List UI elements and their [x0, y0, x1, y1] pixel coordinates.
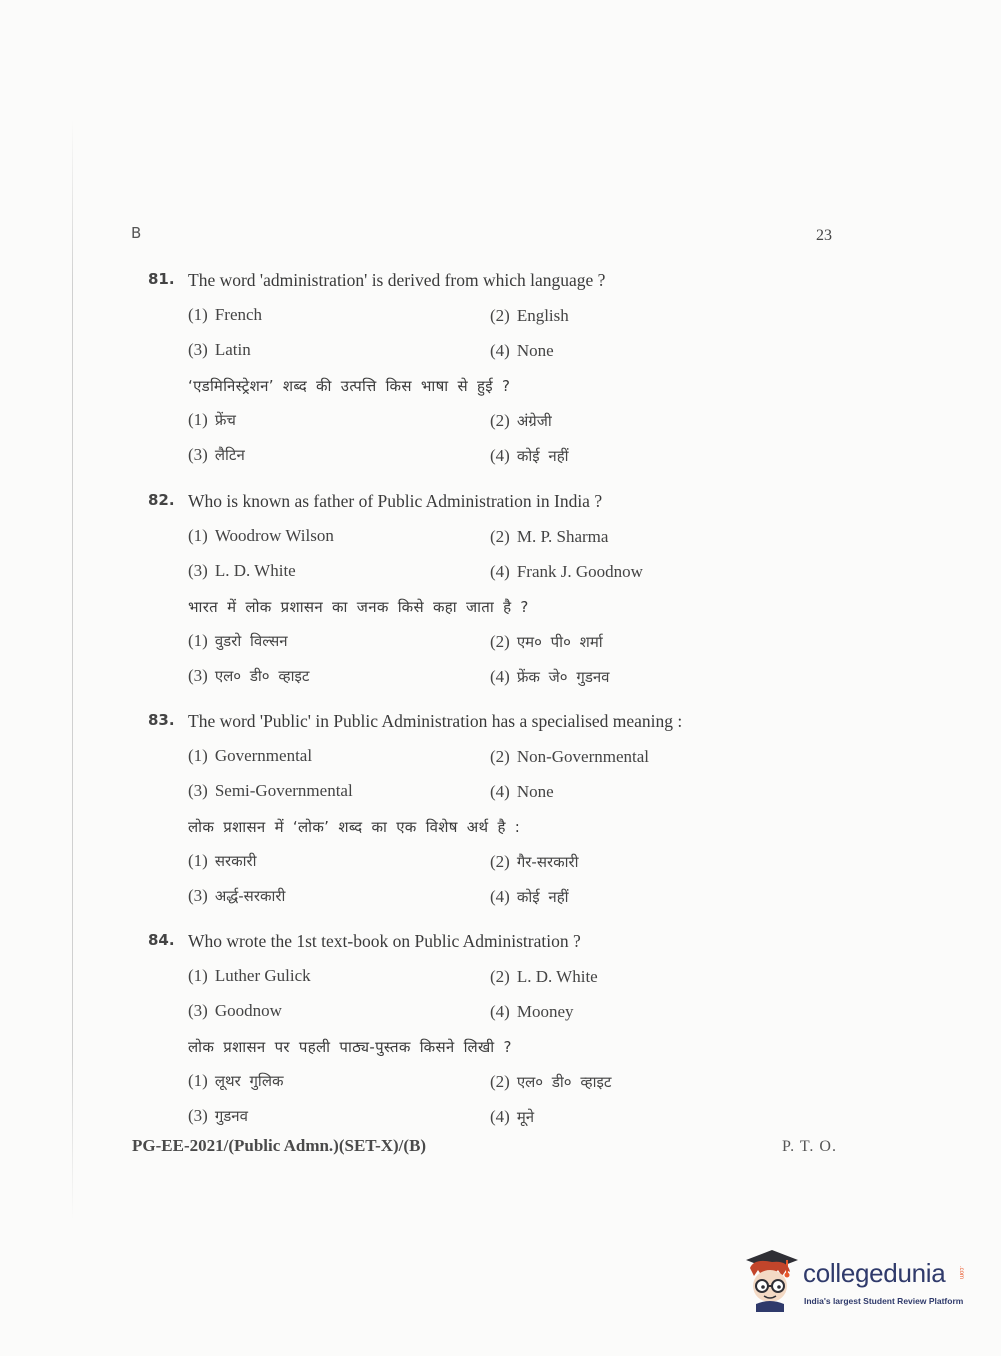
- option-en-1: (1) Luther Gulick: [188, 966, 311, 985]
- question-text-en: Who is known as father of Public Administration in India ?: [188, 491, 603, 511]
- option-hi-1: (1) सरकारी: [188, 851, 257, 870]
- option-en-4: (4) None: [490, 341, 554, 360]
- option-en-3: (3) Goodnow: [188, 1001, 282, 1020]
- option-hi-3: (3) अर्द्ध-सरकारी: [188, 886, 286, 905]
- option-hi-4: (4) मूने: [490, 1107, 535, 1126]
- brand-name: collegedunia: [803, 1258, 946, 1288]
- question-number: 84.: [148, 931, 175, 949]
- brand-tagline: India's largest Student Review Platform: [804, 1296, 964, 1306]
- option-en-3: (3) L. D. White: [188, 561, 296, 580]
- option-hi-1: (1) वुडरो विल्सन: [188, 631, 288, 650]
- question-text-en: The word 'Public' in Public Administration has a specialised meaning :: [188, 711, 683, 731]
- option-hi-2: (2) एम० पी० शर्मा: [490, 632, 603, 651]
- question-text-hi: लोक प्रशासन पर पहली पाठ्य-पुस्तक किसने लिखी ?: [188, 1038, 512, 1056]
- question-text-hi: भारत में लोक प्रशासन का जनक किसे कहा जाता है ?: [188, 598, 529, 616]
- question-text-hi: लोक प्रशासन में ‘लोक’ शब्द का एक विशेष अर्थ है :: [188, 818, 521, 836]
- collegedunia-watermark[interactable]: [742, 1248, 972, 1318]
- option-hi-3: (3) गुडनव: [188, 1106, 248, 1125]
- option-hi-4: (4) फ्रेंक जे० गुडनव: [490, 667, 610, 686]
- option-hi-4: (4) कोई नहीं: [490, 887, 569, 906]
- option-hi-2: (2) गैर-सरकारी: [490, 852, 579, 871]
- option-en-4: (4) None: [490, 782, 554, 801]
- option-hi-3: (3) एल० डी० व्हाइट: [188, 666, 310, 685]
- option-en-4: (4) Mooney: [490, 1002, 574, 1021]
- option-hi-1: (1) फ्रेंच: [188, 410, 236, 429]
- option-en-2: (2) Non-Governmental: [490, 747, 650, 766]
- option-en-2: (2) L. D. White: [490, 967, 598, 986]
- set-code: B: [131, 224, 142, 242]
- question-number: 82.: [148, 491, 175, 509]
- option-en-3: (3) Semi-Governmental: [188, 781, 353, 800]
- option-en-1: (1) Governmental: [188, 746, 313, 765]
- option-hi-1: (1) लूथर गुलिक: [188, 1071, 284, 1090]
- page-margin-line: [72, 120, 73, 1220]
- option-hi-3: (3) लैटिन: [188, 445, 245, 464]
- option-hi-4: (4) कोई नहीं: [490, 446, 569, 465]
- option-en-2: (2) M. P. Sharma: [490, 527, 609, 546]
- question-text-en: The word 'administration' is derived from which language ?: [188, 270, 606, 290]
- option-en-1: (1) French: [188, 305, 263, 324]
- paper-code: PG-EE-2021/(Public Admn.)(SET-X)/(B): [132, 1136, 427, 1155]
- option-en-4: (4) Frank J. Goodnow: [490, 562, 643, 581]
- brand-suffix: .com: [958, 1266, 964, 1280]
- question-number: 81.: [148, 270, 175, 288]
- page-number: 23: [816, 227, 832, 244]
- pto-label: P. T. O.: [782, 1138, 837, 1155]
- option-hi-2: (2) एल० डी० व्हाइट: [490, 1072, 612, 1091]
- student-mascot-icon: [742, 1248, 800, 1312]
- question-number: 83.: [148, 711, 175, 729]
- question-text-hi: ‘एडमिनिस्ट्रेशन’ शब्द की उत्पत्ति किस भाषा से हुई ?: [188, 377, 511, 395]
- option-hi-2: (2) अंग्रेजी: [490, 411, 552, 430]
- option-en-3: (3) Latin: [188, 340, 251, 359]
- question-text-en: Who wrote the 1st text-book on Public Administration ?: [188, 931, 581, 951]
- option-en-1: (1) Woodrow Wilson: [188, 526, 334, 545]
- option-en-2: (2) English: [490, 306, 569, 325]
